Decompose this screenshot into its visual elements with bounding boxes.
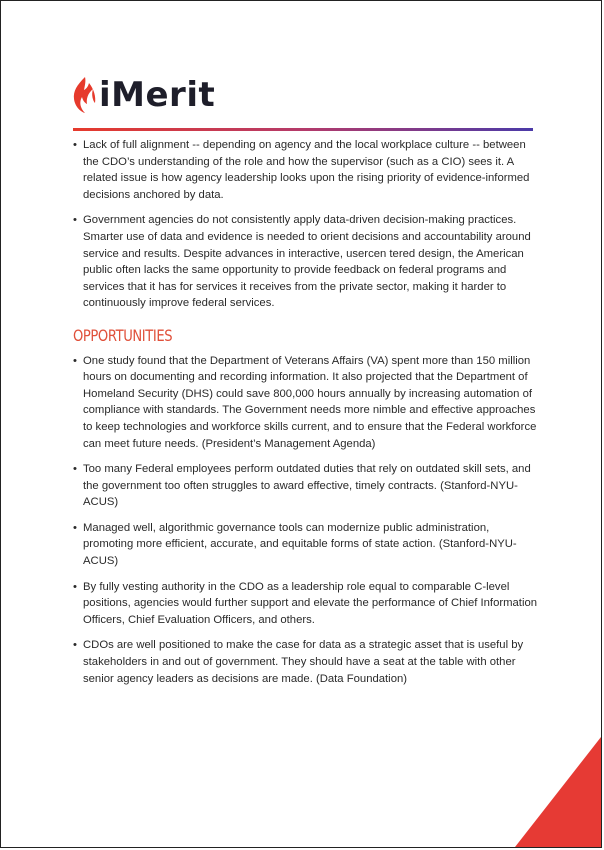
list-item-text: Managed well, algorithmic governance tools can modernize public administration, promoting more efficient, accurate, and equitable forms of state action. (Stanford-NYU-ACUS) (83, 521, 517, 568)
list-item-text: Lack of full alignment -- depending on agency and the local workplace culture -- between the CDO’s understanding of the role and how the supervisor (such as a CIO) sees it. A related issue is how agency leadership looks upon the rising priority of evidence-informed decisions anchored by data. (83, 139, 530, 201)
opportunities-list (73, 353, 541, 688)
list-item-text: CDOs are well positioned to make the case for data as a strategic asset that is useful by stakeholders in and out of government. They should have a seat at the table with other senior agency leaders as decisions are made. (Data Foundation) (83, 639, 524, 685)
corner-decoration (515, 737, 601, 847)
bullet-icon: • (73, 639, 77, 652)
list-item (73, 212, 541, 312)
list-item (73, 579, 541, 629)
section-heading: OPPORTUNITIES (73, 325, 173, 345)
bullet-icon: • (73, 354, 77, 367)
list-item (73, 137, 541, 203)
brand-logo (71, 75, 215, 115)
list-item (73, 461, 541, 511)
bullet-icon: • (73, 463, 77, 476)
list-item (73, 637, 541, 687)
bullet-icon: • (73, 521, 77, 534)
list-item-text: Government agencies do not consistently apply data-driven decision-making practices. Smarter use of data and evidence is needed to orient decisions and accountability around service and results. Despite advances in interactive, usercen tered design, the American public often lacks the same opportunity to provide feedback on federal programs and services that it has for services it receives from the private sector, making it harder to continuously improve federal services. (83, 214, 531, 310)
bullet-icon: • (73, 580, 77, 593)
intro-list (73, 137, 541, 312)
bullet-icon: • (73, 139, 77, 151)
list-item (73, 520, 541, 570)
header-divider (73, 128, 533, 131)
list-item (73, 353, 541, 453)
list-item-text: Too many Federal employees perform outdated duties that rely on outdated skill sets, and the government too often struggles to award effective, timely contracts. (Stanford-NYU-ACUS) (83, 463, 531, 509)
flame-icon (71, 75, 97, 115)
list-item-text: By fully vesting authority in the CDO as a leadership role equal to comparable C-level positions, agencies would further support and elevate the performance of Chief Information Officers, Chief Evaluation Officers, and others. (83, 580, 538, 626)
list-item-text: One study found that the Department of Veterans Affairs (VA) spent more than 150 million hours on documenting and recording information. It also projected that the Department of Homeland Security (DHS) could save 800,000 hours annually by increasing automation of compliance with standards. The Government needs more nimble and effective approaches to keep technologies and workforce skills current, and to ensure that the Federal workforce can meet future needs. (President’s Management Agenda) (83, 354, 537, 450)
brand-name: iMerit (99, 75, 216, 115)
bullet-icon: • (73, 214, 77, 227)
main-content (73, 137, 541, 696)
